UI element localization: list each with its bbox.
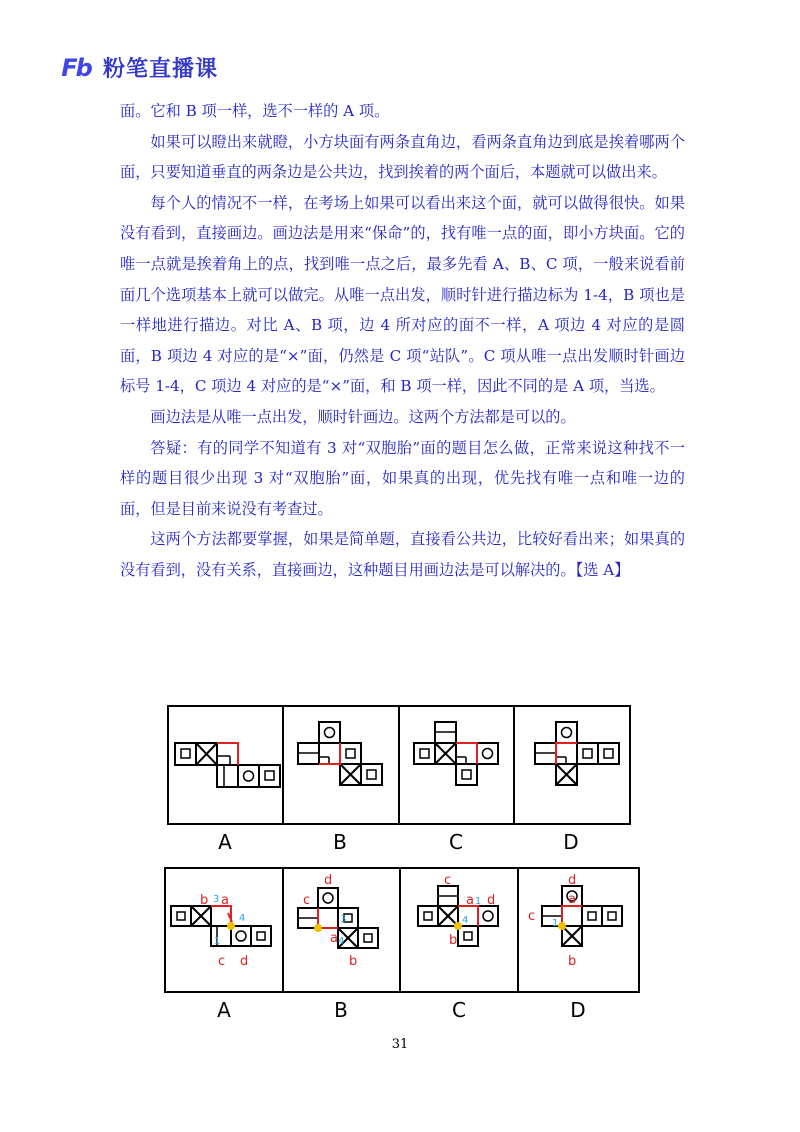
option-label-a-bottom: A	[217, 998, 231, 1022]
svg-text:d: d	[568, 873, 577, 888]
net-option-a-bottom	[171, 906, 271, 946]
svg-text:c: c	[444, 873, 452, 888]
annotations-b	[303, 873, 357, 969]
net-option-b-top	[298, 722, 382, 785]
net-option-d-bottom	[542, 886, 622, 946]
figure-top	[168, 706, 630, 824]
svg-text:a: a	[466, 893, 474, 908]
svg-text:a: a	[330, 931, 338, 946]
option-label-d-top: D	[563, 830, 579, 854]
net-option-c-bottom	[418, 886, 498, 946]
svg-text:a: a	[221, 893, 229, 908]
annotations-d	[528, 873, 576, 969]
paragraph-4: 画边法是从唯一点出发，顺时针画边。这两个方法都是可以的。	[150, 407, 576, 426]
svg-text:3: 3	[340, 914, 347, 925]
paragraph-2: 如果可以瞪出来就瞪，小方块面有两条直角边，看两条直角边到底是挨着哪两个面，只要知道垂直的两条边是公共边，找到挨着的两个面后，本题就可以做出来。	[120, 132, 685, 182]
svg-text:c: c	[218, 954, 226, 969]
paragraph-5: 答疑：有的同学不知道有 3 对“双胞胎”面的题目怎么做，正常来说这种找不一样的题目很少出现 3 对“双胞胎”面，如果真的出现，优先找有唯一点和唯一边的面，但是目前来说没有考查过。	[120, 438, 685, 518]
page-number: 31	[391, 1037, 409, 1052]
option-label-b-bottom: B	[334, 998, 348, 1022]
option-label-c-top: C	[449, 830, 463, 854]
option-label-c-bottom: C	[452, 998, 466, 1022]
svg-text:a: a	[568, 892, 576, 907]
svg-text:b: b	[449, 933, 458, 948]
svg-text:d: d	[324, 873, 333, 888]
svg-text:d: d	[487, 893, 496, 908]
paragraph-6: 这两个方法都要掌握，如果是简单题，直接看公共边，比较好看出来；如果真的没有看到，没有关系，直接画边，这种题目用画边法是可以解决的。【选 A】	[120, 530, 685, 579]
svg-text:1: 1	[475, 896, 482, 907]
paragraph-3: 每个人的情况不一样，在考场上如果可以看出来这个面，就可以做得很快。如果没有看到，直接画边。画边法是用来“保命”的，找有唯一点的面，即小方块面。它的唯一点就是挨着角上的点，找到唯一点之后，最多先看 A、B、C 项，一般来说看前面几个选项基本上就可以做完。从唯一点出发，顺时针进行描边标为 1-4，B 项也是一样地进行描边。对比 A、B 项，边 4 所对应的面不一样，A 项边 4 对应的是圆面，B 项边 4 对应的是“×”面，仍然是 C 项“站队”。C 项从唯一点出发顺时针画边标号 1-4，C 项边 4 对应的是“×”面，和 B 项一样，因此不同的是 A 项，当选。	[120, 193, 685, 396]
svg-text:1: 1	[214, 936, 221, 947]
svg-text:b: b	[200, 893, 209, 908]
svg-text:4: 4	[239, 913, 246, 924]
svg-text:4: 4	[338, 936, 345, 947]
net-option-d-top	[535, 722, 619, 785]
paragraph-1: 面。它和 B 项一样，选不一样的 A 项。	[120, 102, 390, 120]
net-option-a-top	[175, 743, 280, 787]
svg-text:1: 1	[552, 918, 559, 929]
option-label-d-bottom: D	[570, 998, 586, 1022]
option-label-b-top: B	[333, 830, 347, 854]
fenbi-logo-icon: Fb	[61, 53, 91, 82]
brand-name: 粉笔直播课	[103, 57, 219, 82]
option-label-a-top: A	[218, 830, 232, 854]
svg-text:4: 4	[462, 915, 469, 926]
svg-text:d: d	[240, 954, 249, 969]
svg-text:3: 3	[213, 894, 220, 905]
net-option-c-top	[414, 722, 498, 785]
svg-text:b: b	[568, 954, 577, 969]
svg-text:c: c	[303, 893, 311, 908]
svg-text:c: c	[528, 909, 536, 924]
svg-text:b: b	[349, 954, 358, 969]
